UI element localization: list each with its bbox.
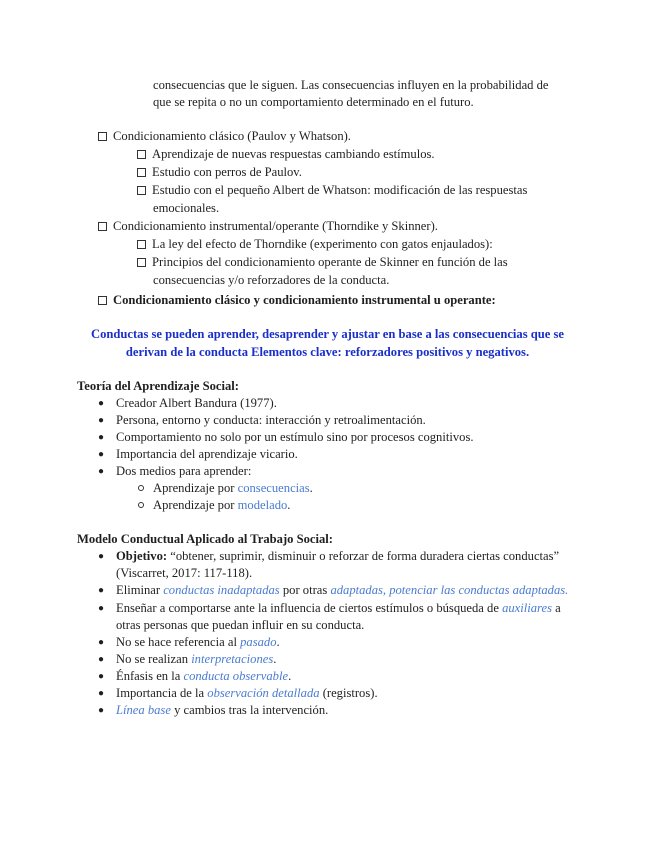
link-pasado[interactable]: pasado (240, 635, 277, 649)
list-item: Persona, entorno y conducta: interacción y retroalimentación. (116, 413, 426, 427)
text-run: a (551, 601, 561, 615)
link-auxiliares[interactable]: auxiliares (502, 601, 552, 615)
objetivo-label: Objetivo: (116, 549, 168, 563)
text-run: . (288, 669, 292, 683)
list-item (116, 668, 291, 685)
text-run: Eliminar (116, 583, 164, 597)
sub-item-text: Aprendizaje por (153, 498, 238, 512)
list-item-objetivo (116, 548, 559, 565)
list-item: Creador Albert Bandura (1977). (116, 396, 277, 410)
bullet-icon: ● (98, 415, 105, 426)
text-run: (registros). (319, 686, 378, 700)
checklist-label: La ley del efecto de Thorndike (experimento con gatos enjaulados): (152, 237, 493, 251)
text-run: Enseñar a comportarse ante la influencia de ciertos estímulos o búsqueda de (116, 601, 503, 615)
text-run: Importancia de la (116, 686, 208, 700)
checklist-label: Condicionamiento instrumental/operante (Thorndike y Skinner). (113, 219, 438, 233)
list-item (116, 600, 561, 617)
link-linea-base[interactable]: Línea base (116, 703, 171, 717)
checklist-label: Principios del condicionamiento operante de Skinner en función de las (152, 255, 508, 269)
list-item (116, 685, 378, 702)
list-item (116, 651, 276, 668)
text-run: No se realizan (116, 652, 192, 666)
checklist-label: Estudio con perros de Paulov. (152, 165, 302, 179)
checklist-subitem-cont: consecuencias y/o reforzadores de la conducta. (153, 273, 390, 287)
sub-list-item (153, 480, 313, 497)
checkbox-icon[interactable] (137, 168, 146, 177)
bullet-icon: ● (98, 466, 105, 477)
checklist-item-clasico (98, 128, 351, 145)
text-run: por otras (279, 583, 331, 597)
bullet-icon: ● (98, 603, 105, 614)
checklist-label: Estudio con el pequeño Albert de Whatson: modificación de las respuestas (152, 183, 528, 197)
link-conductas-inadaptadas[interactable]: conductas inadaptadas (163, 583, 280, 597)
checklist-item-combined (98, 292, 496, 309)
link-conducta-observable[interactable]: conducta observable (183, 669, 289, 683)
bullet-icon: ● (98, 654, 105, 665)
list-item (116, 582, 568, 599)
objetivo-text: “obtener, suprimir, disminuir o reforzar de forma duradera ciertas conductas” (167, 549, 560, 563)
checkbox-icon[interactable] (98, 222, 107, 231)
intro-line-2: que se repita o no un comportamiento determinado en el futuro. (153, 95, 474, 109)
section-heading-social: Teoría del Aprendizaje Social: (77, 379, 239, 393)
list-item (116, 634, 280, 651)
text-run: y cambios tras la intervención. (170, 703, 329, 717)
checklist-label: Aprendizaje de nuevas respuestas cambiando estímulos. (152, 147, 435, 161)
checklist-subitem (137, 164, 302, 181)
bullet-icon: ● (98, 551, 105, 562)
text-run: Énfasis en la (116, 669, 184, 683)
bullet-icon: ● (98, 398, 105, 409)
checklist-label: Condicionamiento clásico y condicionamiento instrumental u operante: (113, 293, 496, 307)
checklist-label: Condicionamiento clásico (Paulov y Whatson). (113, 129, 351, 143)
checkbox-icon[interactable] (137, 186, 146, 195)
bullet-icon: ● (98, 432, 105, 443)
checklist-item-instrumental (98, 218, 438, 235)
bullet-icon: ● (98, 637, 105, 648)
bullet-icon: ● (98, 585, 105, 596)
checklist-subitem (137, 182, 527, 199)
sub-list-item (153, 497, 290, 514)
sub-item-text: Aprendizaje por (153, 481, 238, 495)
list-item: Dos medios para aprender: (116, 464, 252, 478)
sub-item-suffix: . (287, 498, 291, 512)
bullet-icon: ● (98, 449, 105, 460)
checkbox-icon[interactable] (98, 296, 107, 305)
checkbox-icon[interactable] (98, 132, 107, 141)
checklist-subitem (137, 254, 508, 271)
sub-item-suffix: . (309, 481, 313, 495)
highlight-line-1: Conductas se pueden aprender, desaprender y ajustar en base a las consecuencias que se (90, 327, 564, 341)
bullet-icon: ● (98, 705, 105, 716)
checklist-subitem (137, 146, 435, 163)
checkbox-icon[interactable] (137, 258, 146, 267)
list-item: Comportamiento no solo por un estímulo sino por procesos cognitivos. (116, 430, 474, 444)
link-consecuencias[interactable]: consecuencias (237, 481, 310, 495)
link-interpretaciones[interactable]: interpretaciones (191, 652, 274, 666)
list-item: Importancia del aprendizaje vicario. (116, 447, 298, 461)
circle-bullet-icon (138, 485, 144, 491)
text-run: . (276, 635, 280, 649)
intro-line-1: consecuencias que le siguen. Las consecuencias influyen en la probabilidad de (153, 78, 549, 92)
text-run: . (273, 652, 277, 666)
link-observacion-detallada[interactable]: observación detallada (207, 686, 320, 700)
list-item (116, 702, 328, 719)
bullet-icon: ● (98, 671, 105, 682)
checklist-subitem-cont: emocionales. (153, 201, 220, 215)
circle-bullet-icon (138, 502, 144, 508)
list-item-cont: otras personas que puedan influir en su conducta. (116, 618, 365, 632)
list-item-cont: (Viscarret, 2017: 117-118). (116, 566, 253, 580)
link-adaptadas[interactable]: adaptadas, potenciar las conductas adaptadas. (330, 583, 569, 597)
section-heading-modelo: Modelo Conductual Aplicado al Trabajo Social: (77, 532, 333, 546)
checkbox-icon[interactable] (137, 150, 146, 159)
checkbox-icon[interactable] (137, 240, 146, 249)
link-modelado[interactable]: modelado (237, 498, 288, 512)
text-run: No se hace referencia al (116, 635, 241, 649)
checklist-subitem (137, 236, 493, 253)
bullet-icon: ● (98, 688, 105, 699)
highlight-line-2: derivan de la conducta Elementos clave: reforzadores positivos y negativos. (125, 345, 530, 359)
